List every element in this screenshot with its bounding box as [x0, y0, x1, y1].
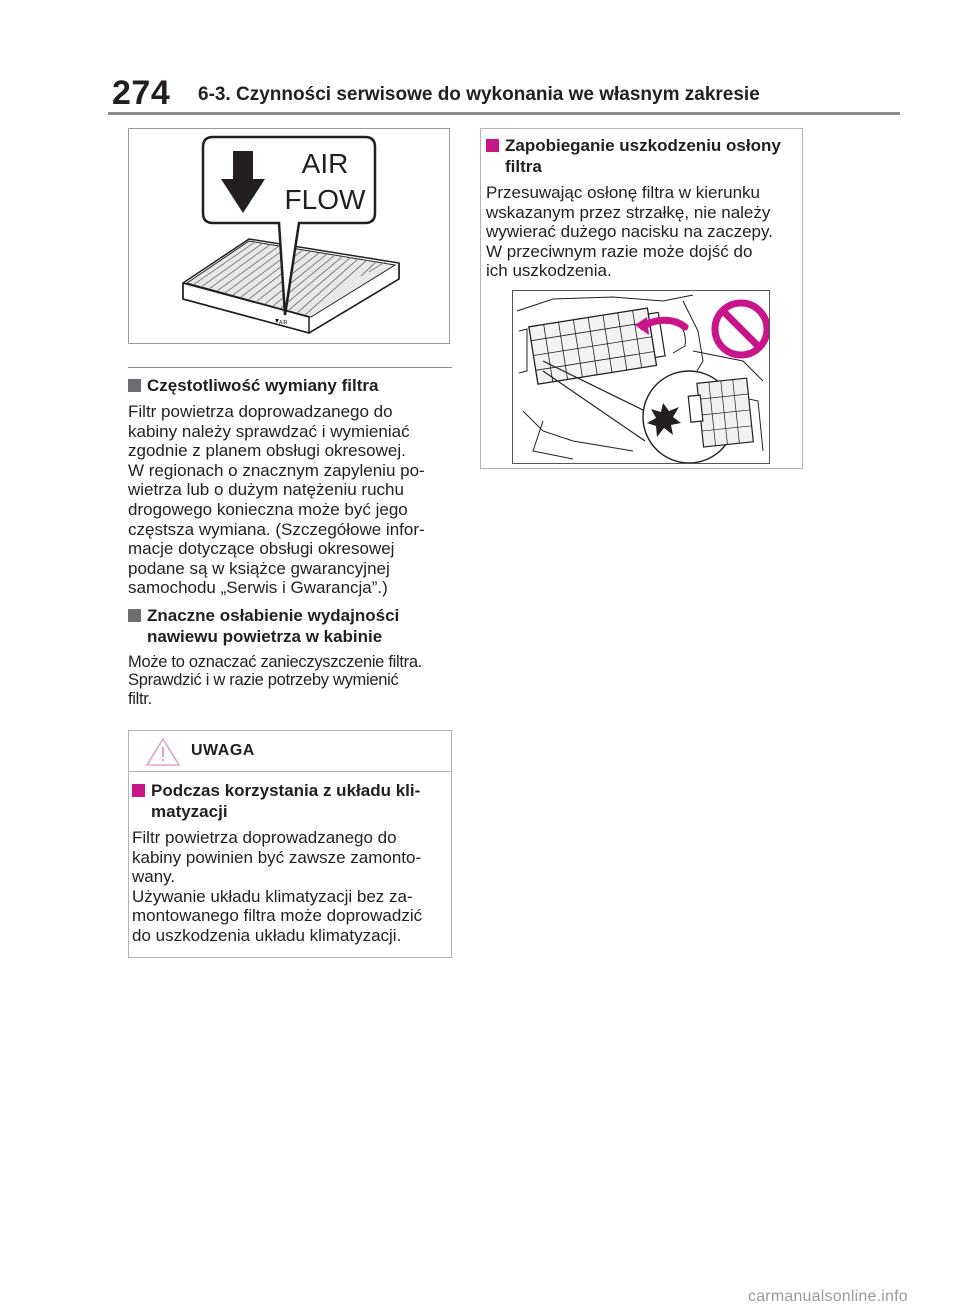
ac-usage-text: Filtr powietrza doprowadzanego do kabiny powinien być zawsze zamonto- wany. Używanie układu klimatyzacji bez za- montowanego filtra może doprowadzić do uszkodzenia układu klimatyzacji. — [132, 828, 423, 945]
filter-cover-figure — [512, 290, 770, 464]
no-entry-icon — [715, 303, 767, 355]
cover-damage-content — [486, 135, 798, 281]
heading-replacement-frequency: Częstotliwość wymiany filtra — [128, 375, 452, 396]
warning-title: UWAGA — [191, 742, 255, 759]
cover-damage-text: Przesuwając osłonę filtra w kierunku wskazanym przez strzałkę, nie należy wywierać dużego nacisku na zaczepy. W przeciwnym razie może dojść do ich uszkodzenia. — [486, 183, 773, 281]
airflow-label-flow: FLOW — [284, 184, 366, 215]
section-title: 6-3. Czynności serwisowe do wykonania we własnym zakresie — [198, 84, 760, 105]
bullet-square — [128, 379, 141, 392]
svg-text:AIR: AIR — [279, 320, 288, 326]
airflow-label-air: AIR — [301, 148, 349, 179]
warning-header — [129, 731, 451, 772]
left-column — [128, 375, 452, 708]
warning-triangle-icon — [145, 737, 181, 767]
warning-box — [128, 730, 452, 958]
bullet-square — [132, 784, 145, 797]
heading-ac-usage: Podczas korzystania z układu kli- matyzacji — [132, 780, 451, 822]
warning-content — [129, 772, 451, 946]
heading-cover-damage: Zapobieganie uszkodzeniu osłony filtra — [486, 135, 798, 177]
bullet-square — [486, 139, 499, 152]
bullet-square — [128, 609, 141, 622]
page-header — [0, 0, 960, 118]
replacement-frequency-text: Filtr powietrza doprowadzanego do kabiny należy sprawdzać i wymieniać zgodnie z planem obsługi okresowej. W regionach o znacznym zapyleniu po- wietrza lub o dużym natężeniu ruchu drogowego konieczna może być jego częstsza wymiana. (Szczegółowe infor- macje dotyczące obsługi okresowej podane są w książce gwarancyjnej samochodu „Serwis i Gwarancja”.) — [128, 402, 425, 598]
reduced-airflow-text: Może to oznaczać zanieczyszczenie filtra. Sprawdzić i w razie potrzeby wymienić filtr. — [128, 652, 422, 708]
header-divider — [108, 112, 900, 115]
watermark: carmanualsonline.info — [748, 1288, 908, 1305]
page-number: 274 — [112, 74, 171, 112]
heading-reduced-airflow: Znaczne osłabienie wydajności nawiewu powietrza w kabinie — [128, 605, 452, 647]
air-filter-figure — [128, 128, 450, 344]
section-divider — [128, 367, 452, 368]
